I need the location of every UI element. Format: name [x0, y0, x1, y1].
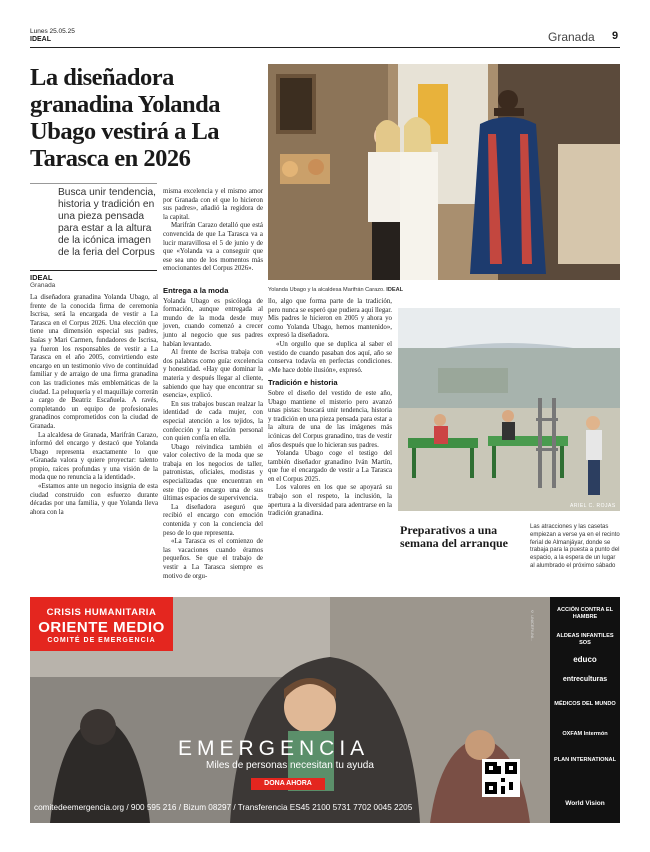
qr-code[interactable]: [482, 759, 520, 797]
section-name: Granada: [548, 30, 595, 44]
ad-partner-logos: [550, 597, 620, 823]
issue-date: Lunes 25.05.25: [30, 28, 75, 35]
section-heading: Tradición e historia: [268, 378, 338, 388]
photo-designer-and-mayor: [268, 64, 620, 280]
paragraph: llo, algo que forma parte de la tradición, pero nunca se esperó que pudiera aquí llegar. Mis padres le hicieron en 2005 y ahora yo como Yolanda Ubago, hemos mantenido», expresó la diseñadora.: [268, 298, 392, 340]
partner-logo: entreculturas: [562, 676, 608, 683]
emergency-ad[interactable]: [30, 597, 620, 823]
paragraph: misma excelencia y el mismo amor por Granada con el que lo hicieron sus padres», añadió la regidora de la capital.: [163, 188, 263, 221]
byline-place: Granada: [30, 282, 56, 289]
partner-logo: PLAN INTERNATIONAL: [553, 757, 617, 763]
photo-fairground-preparations: [398, 308, 620, 511]
body-column-1: [30, 294, 158, 517]
ad-contact-line[interactable]: comitedeemergencia.org / 900 595 216 / Bizum 08297 / Transferencia ES45 2100 5731 7702 0045 2205: [34, 803, 413, 812]
paragraph: La diseñadora aseguró que recibió el encargo con emoción contenida y con la conciencia del peso de lo que representa.: [163, 503, 263, 537]
ad-crisis-label: CRISIS HUMANITARIA: [46, 607, 157, 618]
masthead: [30, 28, 75, 44]
ad-committee-label: COMITÉ DE EMERGENCIA: [47, 637, 156, 644]
paragraph: La diseñadora granadina Yolanda Ubago, al frente de la conocida firma de ceremonia Iscrisa, será la encargada de vestir a La Tarasca en el Corpus 2026. Una elección que tiene una dimensión especial sus padres, Isaías y Mari Carmen, fundadores de Iscrisa, ya fueron los responsables de vestir a La Tarasca en el año 2005, convirtiendo este encargo en un testimonio vivo de continuidad familiar y de arraigo de una firma granadina con las tradiciones más emblemáticas de la ciudad. La peluquería y el maquillaje correrán a cargo de Beatriz Escañuela. A ​​ravés, completando un equipo de profesionales granadinos comprometidos con la ciudad de Granada.: [30, 294, 158, 430]
section-heading: Entrega a la moda: [163, 286, 229, 295]
photo-illustration: [268, 64, 620, 280]
donate-button[interactable]: DONA AHORA: [251, 778, 325, 790]
paragraph: «Un orgullo que se duplica al saber el vestido de cuando pasaban dos aquí, año se conserva todavía en perfectas condiciones. «Me hace doble ilusión», expresó.: [268, 340, 392, 374]
paragraph: En sus trabajos buscan realzar la identidad de cada mujer, con especial atención a los tejidos, la confección y la relación personal con quien confía en ella.: [163, 400, 263, 443]
sidebar-title: Preparativos a una semana del arranque: [400, 523, 508, 550]
paragraph: Los valores en los que se apoyará su trabajo son el respeto, la inclusión, la apertura a la diversidad para adentrarse en la tradición granadina.: [268, 484, 392, 518]
ad-region-label: ORIENTE MEDIO: [38, 619, 165, 636]
qr-code-icon: [485, 762, 517, 794]
photo2-illustration: [398, 308, 620, 511]
paragraph: Yolanda Ubago es psicóloga de formación, aunque entregada al mundo de la moda desde muy joven, cuando comenzó a crecer junto al negocio que sus padres habían levantado.: [163, 297, 263, 348]
sidebar-text: Las atracciones y las casetas empiezan a verse ya en el recinto ferial de Almanjáyar, donde se trabaja para la puesta a punto del espacio, a la espera de un lugar al alumbrado el próximo sábado: [530, 524, 620, 569]
body-column-2-top: [163, 188, 263, 274]
paragraph: «La Tarasca es el comienzo de las vacaciones cuando éramos pequeños. Se que el trabajo de vestir a La Tarasca siempre es motivo de orgu-: [163, 538, 263, 580]
paragraph: Ubago reivindica también el valor colectivo de la moda que se trabaja en los negocios de taller, patronistas, oficiales, modistas y especializadas que encuentran en este tipo de encargo una de sus últimas espacios de supervivencia.: [163, 443, 263, 503]
paragraph: «Estamos ante un negocio insignia de esta ciudad construido con esfuerzo durante décadas por una familia, y que Yolanda lleva ahora con la: [30, 483, 158, 516]
byline: [30, 270, 157, 289]
byline-author: IDEAL: [30, 273, 53, 282]
paragraph: Al frente de Iscrisa trabaja con dos palabras como guía: excelencia y honestidad. «Hay que dominar la materia y después llegar al cliente, sabiendo que hay que encontrar su esencia», explicó.: [163, 349, 263, 400]
body-column-3: [268, 298, 392, 519]
partner-logo: ACCIÓN CONTRA EL HAMBRE: [556, 607, 614, 620]
partner-logo: educo: [573, 655, 597, 664]
subhead-divider: [30, 183, 157, 184]
article-headline: La diseñadora granadina Yolanda Ubago vestirá a La Tarasca en 2026: [30, 64, 221, 172]
ad-photo-credit: © UNICEF/UNI...: [530, 609, 535, 642]
partner-logo: MÉDICOS DEL MUNDO: [554, 701, 616, 707]
partner-logo: OXFAM Intermón: [562, 731, 608, 737]
paragraph: Sobre el diseño del vestido de este año, Ubago mantiene el misterio pero avanzó unas pistas: buscará unir tendencia, historia y tradición en una pieza pensada para estar a la altura de una de las imágenes más icónicas del Corpus granadino, tras de vestir años después que lo hicieran sus padres.: [268, 389, 392, 449]
photo2-credit: ARIEL C. ROJAS: [570, 503, 616, 509]
publication-name: IDEAL: [30, 36, 51, 43]
photo1-credit: IDEAL: [386, 287, 404, 293]
page-number: 9: [612, 30, 619, 42]
ad-emergencia-title: EMERGENCIA: [178, 737, 370, 760]
ad-tagline: Miles de personas necesitan tu ayuda: [206, 760, 374, 771]
paragraph: Yolanda Ubago coge el testigo del también diseñador granadino Iván Martín, que fue el encargado de vestir a La Tarasca en el Corpus 2025.: [268, 450, 392, 483]
body-column-2: [163, 283, 263, 581]
partner-logo: ALDEAS INFANTILES SOS: [556, 633, 614, 646]
paragraph: Marifrán Carazo detalló que está convencida de que La Tarasca va a lucir maravillosa el 5 de junio y de que «Yolanda va a conseguir que ese sea uno de los momentos más emocionantes del Corpus 2026».: [163, 222, 263, 273]
photo1-caption: Yolanda Ubago y la alcaldesa Marifrán Carazo. IDEAL: [268, 287, 404, 293]
partner-logo: World Vision: [565, 800, 605, 807]
paragraph: La alcaldesa de Granada, Marifrán Carazo, informó del encargo y destacó que Yolanda Ubago representa exactamente lo que «Granada valora y quiere proyectar: talento propio, raíces profundas y una visión de la moda que no renuncia a la identidad».: [30, 431, 158, 482]
article-subhead: Busca unir tendencia, historia y tradición en una pieza pensada para estar a la altura de la icónica imagen de la feria del Corpus: [58, 187, 156, 258]
header-divider: [30, 47, 620, 48]
